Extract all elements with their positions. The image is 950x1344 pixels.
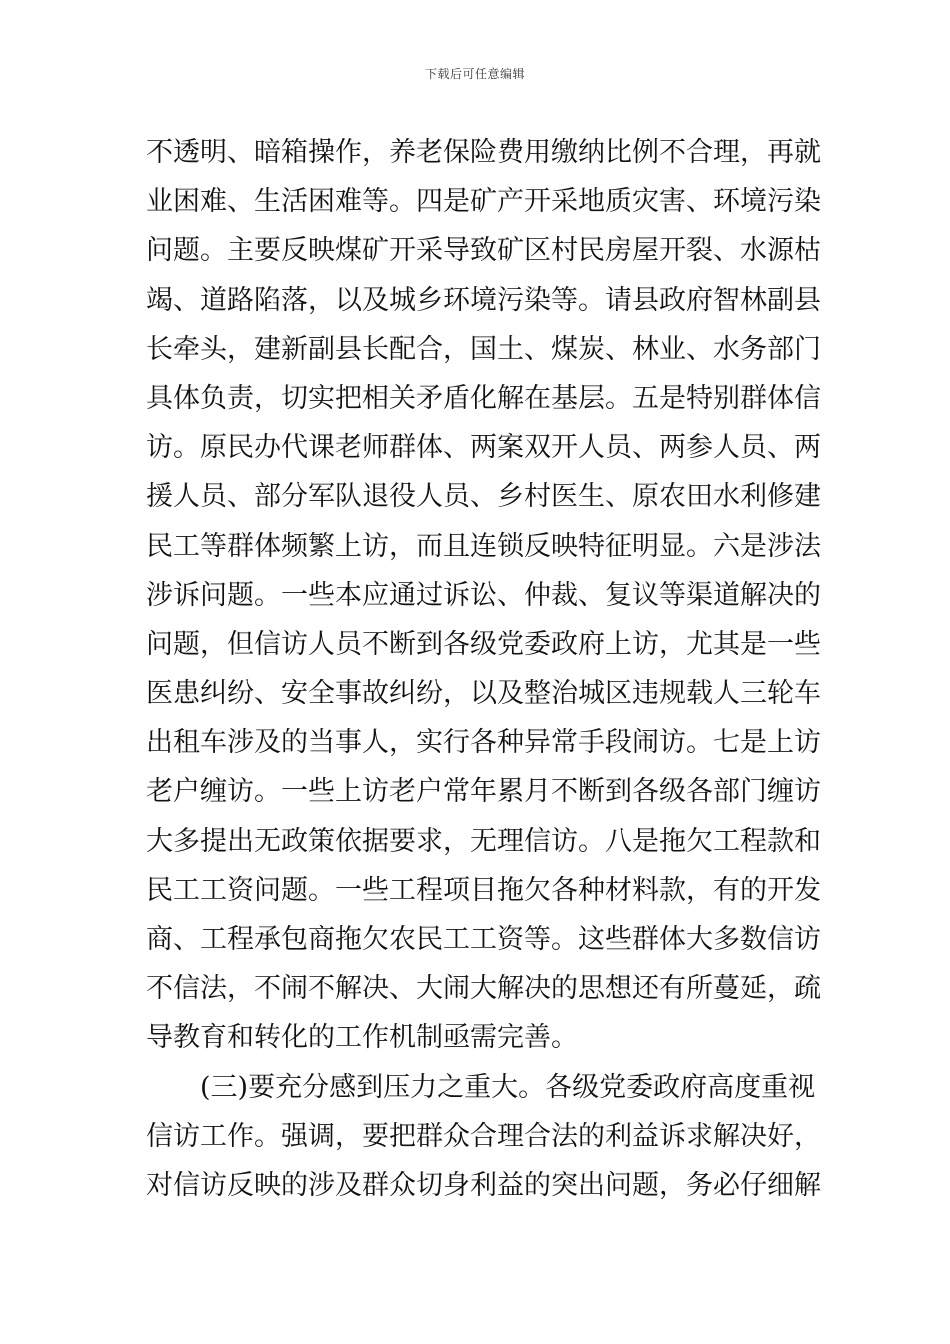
text-line: 长牵头，建新副县长配合，国土、煤炭、林业、水务部门 (146, 333, 821, 365)
text-line: 不透明、暗箱操作，养老保险费用缴纳比例不合理，再就 (146, 137, 821, 168)
text-line: 老户缠访。一些上访老户常年累月不断到各级各部门缠访 (146, 776, 821, 808)
paragraph-start-line: (三)要充分感到压力之重大。各级党委政府高度重视 (200, 1071, 816, 1103)
text-line: 不信法，不闹不解决、大闹大解决的思想还有所蔓延，疏 (146, 973, 821, 1005)
text-line: 涉诉问题。一些本应通过诉讼、仲裁、复议等渠道解决的 (146, 579, 821, 611)
text-line: 问题。主要反映煤矿开采导致矿区村民房屋开裂、水源枯 (146, 235, 821, 267)
text-line: 出租车涉及的当事人，实行各种异常手段闹访。七是上访 (146, 727, 821, 759)
text-line: 商、工程承包商拖欠农民工工资等。这些群体大多数信访 (146, 924, 821, 955)
text-line: 竭、道路陷落，以及城乡环境污染等。请县政府智林副县 (146, 284, 821, 316)
body-text (146, 128, 821, 1210)
text-line: 对信访反映的涉及群众切身利益的突出问题，务必仔细解 (146, 1169, 821, 1201)
page-header: 下载后可任意编辑 (424, 67, 525, 81)
text-line: 大多提出无政策依据要求，无理信访。八是拖欠工程款和 (146, 825, 821, 857)
text-line: 医患纠纷、安全事故纠纷，以及整治城区违规载人三轮车 (146, 678, 821, 710)
text-line: 问题，但信访人员不断到各级党委政府上访，尤其是一些 (146, 628, 821, 660)
text-line: 业困难、生活困难等。四是矿产开采地质灾害、环境污染 (146, 186, 821, 218)
text-line: 访。原民办代课老师群体、两案双开人员、两参人员、两 (146, 432, 821, 464)
text-line: 援人员、部分军队退役人员、乡村医生、原农田水利修建 (146, 481, 821, 513)
text-line: 具体负责，切实把相关矛盾化解在基层。五是特别群体信 (146, 382, 821, 414)
text-line: 信访工作。强调，要把群众合理合法的利益诉求解决好， (146, 1120, 821, 1152)
text-line: 民工工资问题。一些工程项目拖欠各种材料款，有的开发 (146, 874, 821, 906)
paragraph-end-line: 导教育和转化的工作机制亟需完善。 (146, 1022, 578, 1054)
text-line: 民工等群体频繁上访，而且连锁反映特征明显。六是涉法 (146, 530, 821, 562)
